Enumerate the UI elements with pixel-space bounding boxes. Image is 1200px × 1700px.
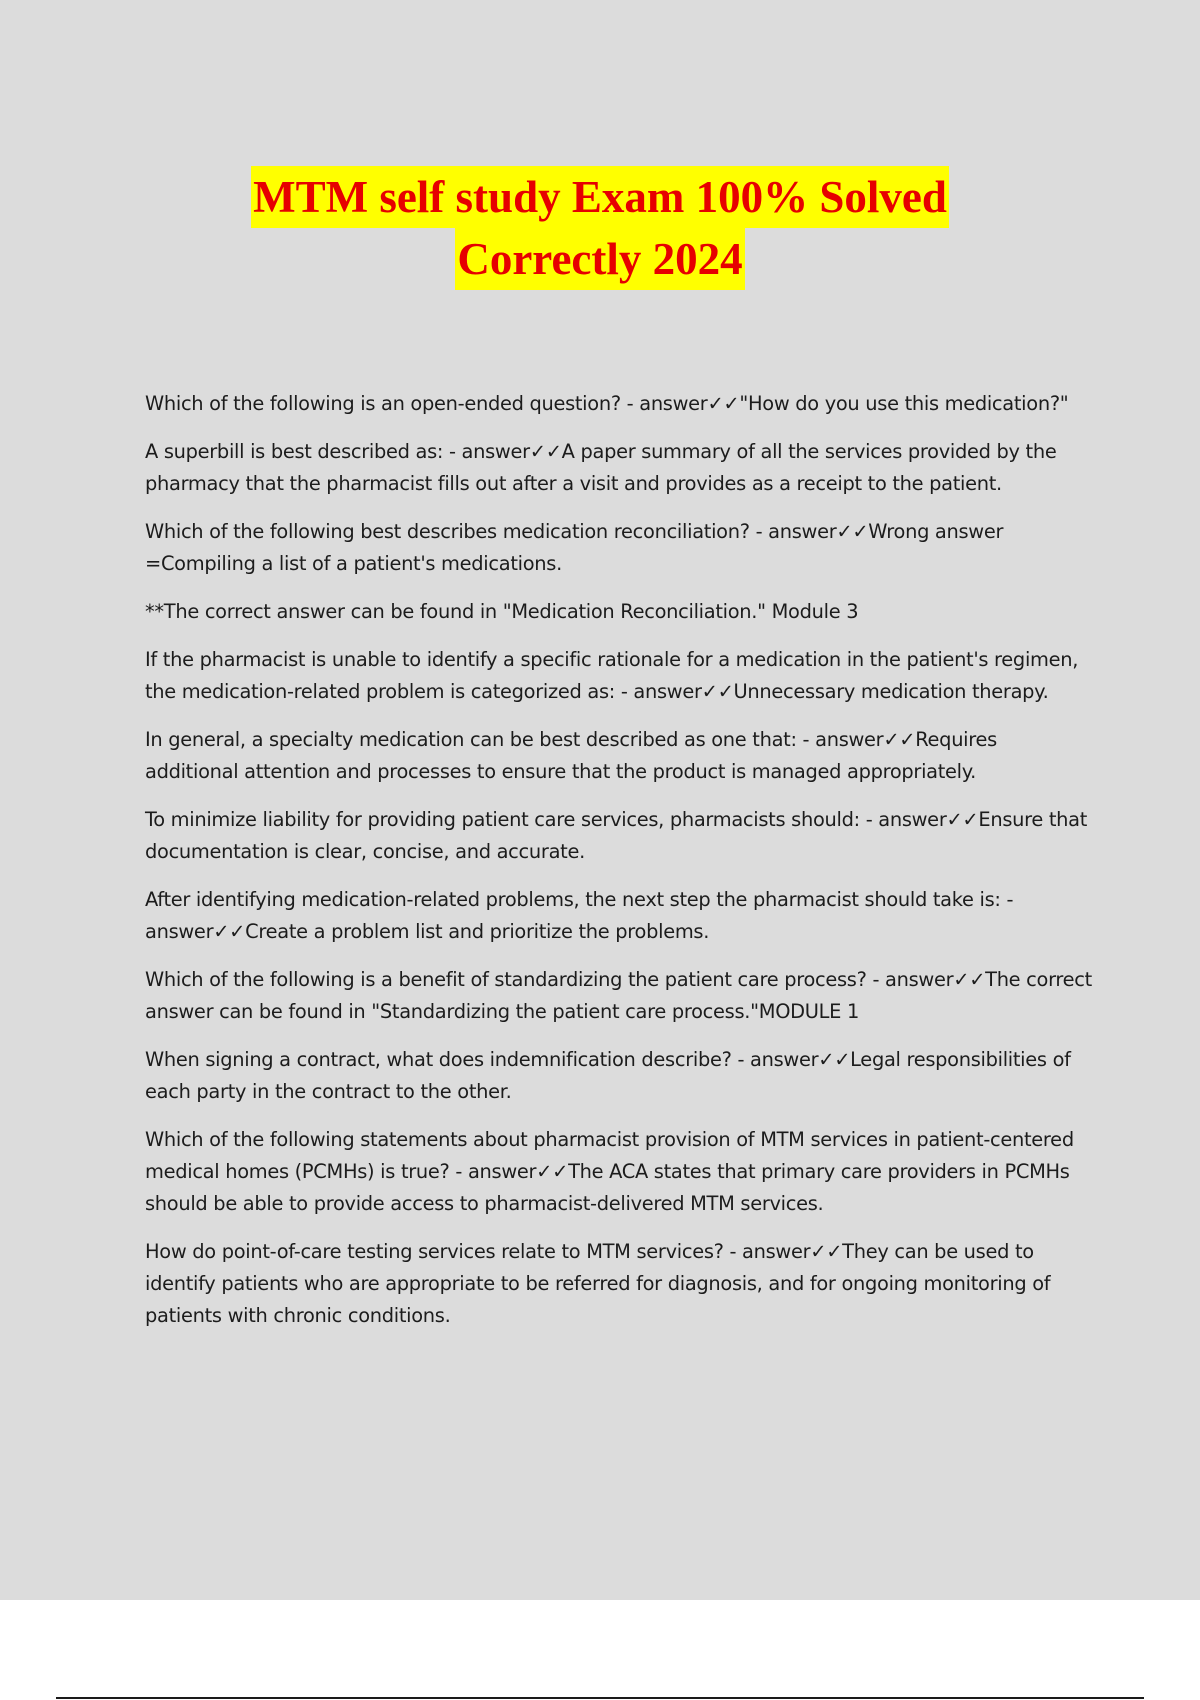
- title-line-1: MTM self study Exam 100% Solved: [251, 166, 949, 228]
- document-title: [0, 166, 1200, 290]
- question-paragraph: When signing a contract, what does indemnification describe? - answer✓✓Legal responsibilities of each party in the contract to the other.: [145, 1048, 1071, 1103]
- question-paragraph: How do point-of-care testing services relate to MTM services? - answer✓✓They can be used to identify patients who are appropriate to be referred for diagnosis, and for ongoing monitoring of patients with chronic conditions.: [145, 1240, 1051, 1327]
- note-paragraph: **The correct answer can be found in "Medication Reconciliation." Module 3: [145, 600, 859, 623]
- question-paragraph: Which of the following is a benefit of standardizing the patient care process? - answer✓✓The correct answer can be found in "Standardizing the patient care process."MODULE 1: [145, 968, 1092, 1023]
- title-line-2: Correctly 2024: [455, 228, 744, 290]
- question-list: [145, 388, 1095, 1348]
- question-paragraph: Which of the following is an open-ended question? - answer✓✓"How do you use this medication?": [145, 392, 1069, 415]
- question-paragraph: A superbill is best described as: - answer✓✓A paper summary of all the services provided by the pharmacy that the pharmacist fills out after a visit and provides as a receipt to the patient.: [145, 440, 1057, 495]
- question-paragraph: After identifying medication-related problems, the next step the pharmacist should take is: - answer✓✓Create a problem list and prioritize the problems.: [145, 888, 1014, 943]
- question-paragraph: To minimize liability for providing patient care services, pharmacists should: - answer✓✓Ensure that documentation is clear, concise, and accurate.: [145, 808, 1088, 863]
- page-divider: [56, 1697, 1144, 1699]
- question-paragraph: Which of the following best describes medication reconciliation? - answer✓✓Wrong answer =Compiling a list of a patient's medications.: [145, 520, 1004, 575]
- question-paragraph: If the pharmacist is unable to identify a specific rationale for a medication in the patient's regimen, the medication-related problem is categorized as: - answer✓✓Unnecessary medication therapy.: [145, 648, 1079, 703]
- question-paragraph: Which of the following statements about pharmacist provision of MTM services in patient-centered medical homes (PCMHs) is true? - answer✓✓The ACA states that primary care providers in PCMHs should be able to provide access to pharmacist-delivered MTM services.: [145, 1128, 1074, 1215]
- question-paragraph: In general, a specialty medication can be best described as one that: - answer✓✓Requires additional attention and processes to ensure that the product is managed appropriately.: [145, 728, 997, 783]
